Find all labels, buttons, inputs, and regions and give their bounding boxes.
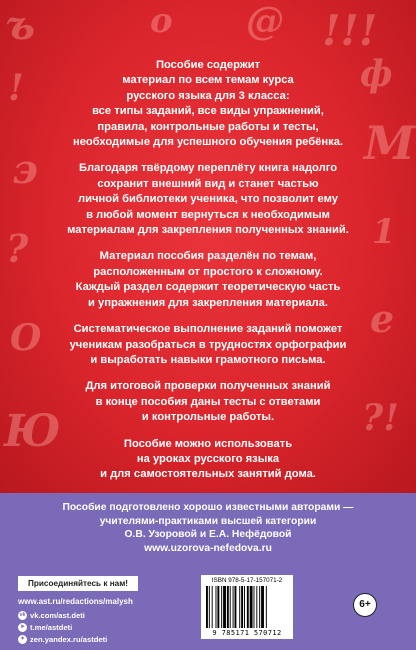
social-link-vk[interactable] — [18, 611, 85, 620]
text-line: личной библиотеки ученика, что позволит ему — [78, 193, 338, 206]
letter-doodle: е — [370, 296, 395, 341]
barcode-block — [201, 575, 293, 639]
text-line: все типы заданий, все виды упражнений, — [92, 105, 324, 118]
text-line: ученикам разобраться в трудностях орфографии — [69, 338, 347, 351]
text-line: Для итоговой проверки полученных знаний — [85, 380, 331, 393]
description-paragraph — [52, 161, 364, 238]
description-paragraph — [52, 249, 364, 311]
description-paragraph — [52, 437, 364, 483]
text-line: Материал пособия разделён по темам, — [99, 250, 317, 263]
text-line: и выработать навыки грамотного письма. — [90, 353, 326, 366]
text-line: в конце пособия даны тесты с ответами — [95, 395, 321, 408]
description-paragraph — [52, 58, 364, 150]
join-us-banner: Присоединяйтесь к нам! — [18, 576, 138, 591]
digit-doodle: 1 — [372, 212, 396, 252]
authors-website-link[interactable]: www.uzorova-nefedova.ru — [144, 542, 272, 554]
description-text — [52, 58, 364, 493]
text-line: Благодаря твёрдому переплёту книга надолго — [78, 162, 338, 175]
letter-doodle: Ю — [4, 406, 61, 457]
text-line: О.В. Узоровой и Е.А. Нефёдовой — [124, 529, 292, 541]
text-line: необходимые для успешного обучения ребёнка. — [72, 136, 344, 149]
question-doodle: ? — [6, 226, 29, 271]
text-line: учителями-практиками высшей категории — [99, 515, 317, 527]
letter-doodle: ъ — [6, 2, 36, 49]
authors-info — [20, 501, 396, 555]
letter-doodle: ф — [360, 53, 393, 95]
text-line: и контрольные работы. — [141, 411, 275, 424]
social-link-text: zen.yandex.ru/astdeti — [30, 635, 108, 644]
description-paragraph — [52, 322, 364, 368]
description-paragraph — [52, 379, 364, 425]
letter-doodle: э — [12, 146, 38, 193]
text-line: и для самостоятельных занятий дома. — [100, 468, 316, 481]
age-rating-badge: 6+ — [353, 593, 377, 617]
social-link-text: vk.com/ast.deti — [30, 611, 85, 620]
text-line: материалам для закрепления полученных знаний. — [67, 224, 349, 237]
text-line: расположенным от простого к сложному. — [93, 265, 323, 278]
text-line: правила, контрольные работы и тесты, — [97, 120, 319, 133]
social-link-text: t.me/astdeti — [30, 623, 73, 632]
exclamation-doodle: !!! — [322, 6, 378, 55]
text-line: и упражнения для закрепления материала. — [88, 296, 328, 309]
text-line: Каждый раздел содержит теоретическую часть — [75, 281, 341, 294]
text-line: сохранит внешний вид и станет частью — [97, 177, 319, 190]
text-line: Пособие подготовлено хорошо известными авторами — — [62, 502, 354, 513]
letter-doodle: о — [150, 1, 173, 41]
ast-site-link[interactable]: www.ast.ru/redactions/malysh — [18, 597, 133, 606]
text-line: Пособие содержит — [155, 59, 261, 71]
text-line: Пособие можно использовать — [123, 437, 293, 450]
text-line: в любой момент вернуться к необходимым — [86, 208, 330, 221]
text-line: русского языка для 3 класса: — [126, 89, 290, 102]
barcode-bars — [206, 586, 288, 628]
zen-icon: ✦ — [18, 635, 27, 644]
social-link-telegram[interactable] — [18, 623, 72, 632]
text-line: материал по всем темам курса — [122, 74, 294, 87]
publisher-info-band — [0, 493, 416, 650]
letter-doodle: О — [10, 317, 42, 359]
telegram-icon: ➤ — [18, 623, 27, 632]
barcode-digits: 9 785171 570712 — [212, 629, 282, 637]
isbn-label: ISBN 978-5-17-157071-2 — [211, 577, 283, 584]
letter-doodle: М — [364, 116, 415, 170]
exclamation-doodle: ! — [8, 67, 24, 109]
vk-icon: vk — [19, 612, 26, 618]
text-line: на уроках русского языка — [136, 452, 280, 465]
social-link-zen[interactable] — [18, 635, 107, 644]
at-sign-doodle: @ — [246, 0, 284, 43]
question-doodle: ?! — [362, 397, 399, 439]
text-line: Систематическое выполнение заданий поможет — [73, 323, 343, 336]
